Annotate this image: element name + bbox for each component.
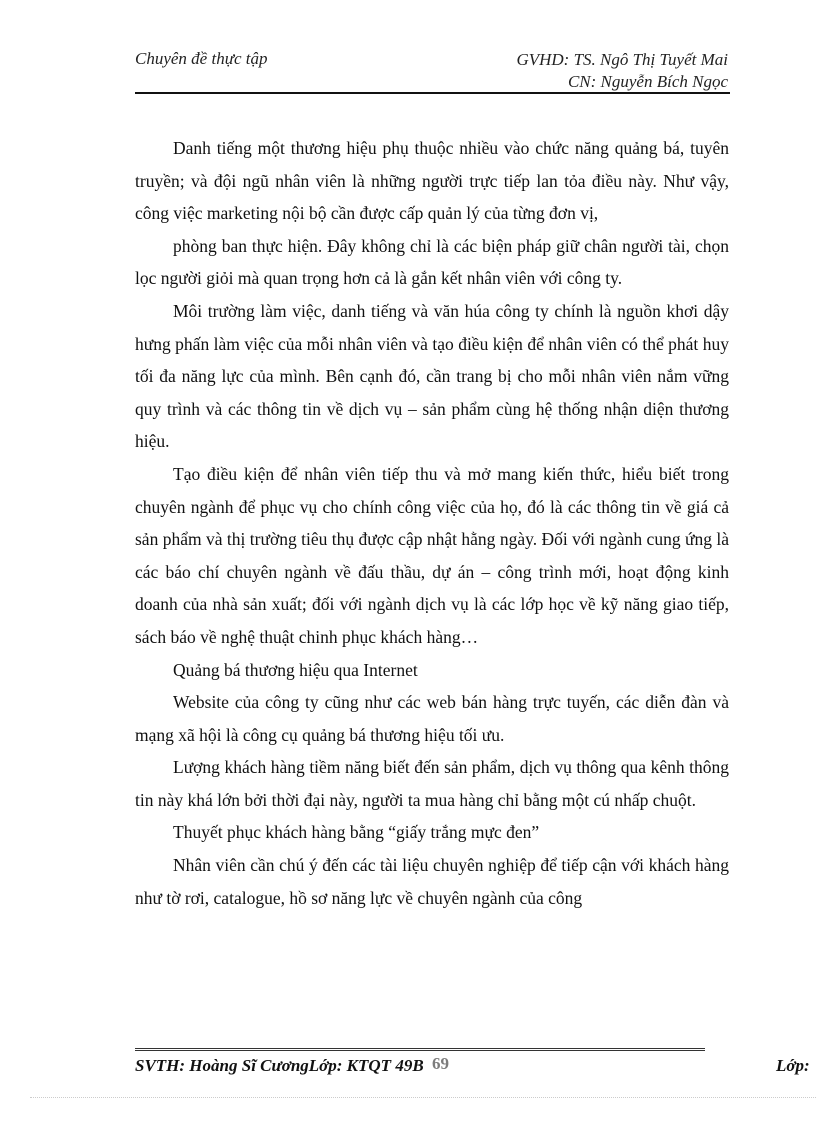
paragraph: Lượng khách hàng tiềm năng biết đến sản phẩm, dịch vụ thông qua kênh thông tin này khá lớn bởi thời đại này, người ta mua hàng chỉ bằng một cú nhấp chuột.	[135, 757, 729, 810]
paragraph: Danh tiếng một thương hiệu phụ thuộc nhiều vào chức năng quảng bá, tuyên truyền; và đội ngũ nhân viên là những người trực tiếp lan tỏa điều này. Như vậy, công việc marketing nội bộ cần được cấp quản lý của từng đơn vị,	[135, 138, 729, 224]
paragraph: Môi trường làm việc, danh tiếng và văn húa công ty chính là nguồn khơi dậy hưng phấn làm việc của mỗi nhân viên và tạo điều kiện để nhân viên có thể phát huy tối đa năng lực của mình. Bên cạnh đó, cần trang bị cho mỗi nhân viên nắm vững quy trình và các thông tin về dịch vụ – sản phẩm cùng hệ thống nhận diện thương hiệu.	[135, 300, 729, 452]
header-course-title: Chuyên đề thực tập	[135, 49, 268, 68]
paragraph: Nhân viên cần chú ý đến các tài liệu chuyên nghiệp để tiếp cận với khách hàng như tờ rơi, catalogue, hồ sơ năng lực về chuyên ngành của công	[135, 855, 729, 908]
page-bottom-border	[30, 1097, 816, 1098]
section-heading: Quảng bá thương hiệu qua Internet	[173, 659, 418, 680]
footer-class-label: Lớp:	[776, 1056, 810, 1075]
page-number: 69	[432, 1054, 449, 1073]
paragraph: Tạo điều kiện để nhân viên tiếp thu và mở mang kiến thức, hiểu biết trong chuyên ngành để phục vụ cho chính công việc của họ, đó là các thông tin về giá cả sản phẩm và thị trường tiêu thụ được cập nhật hằng ngày. Đối với ngành cung ứng là các báo chí chuyên ngành về đấu thầu, dự án – công trình mới, hoạt động kinh doanh của nhà sản xuất; đối với ngành dịch vụ là các lớp học về kỹ năng giao tiếp, sách báo về nghệ thuật chinh phục khách hàng…	[135, 463, 729, 647]
header-supervisors	[516, 49, 728, 93]
section-heading: Thuyết phục khách hàng bằng “giấy trắng mực đen”	[173, 822, 540, 843]
paragraph: phòng ban thực hiện. Đây không chỉ là các biện pháp giữ chân người tài, chọn lọc người giỏi mà quan trọng hơn cả là gắn kết nhân viên với công ty.	[135, 235, 729, 289]
header-divider	[135, 92, 730, 94]
header-advisor-line: CN: Nguyễn Bích Ngọc	[567, 72, 728, 91]
paragraph: Website của công ty cũng như các web bán hàng trực tuyến, các diễn đàn và mạng xã hội là công cụ quảng bá thương hiệu tối ưu.	[135, 692, 729, 745]
document-body	[135, 132, 729, 914]
header-supervisor-line: GVHD: TS. Ngô Thị Tuyết Mai	[516, 50, 728, 69]
footer-divider	[135, 1048, 705, 1051]
footer-student-info: SVTH: Hoàng Sĩ CươngLớp: KTQT 49B	[135, 1056, 424, 1075]
